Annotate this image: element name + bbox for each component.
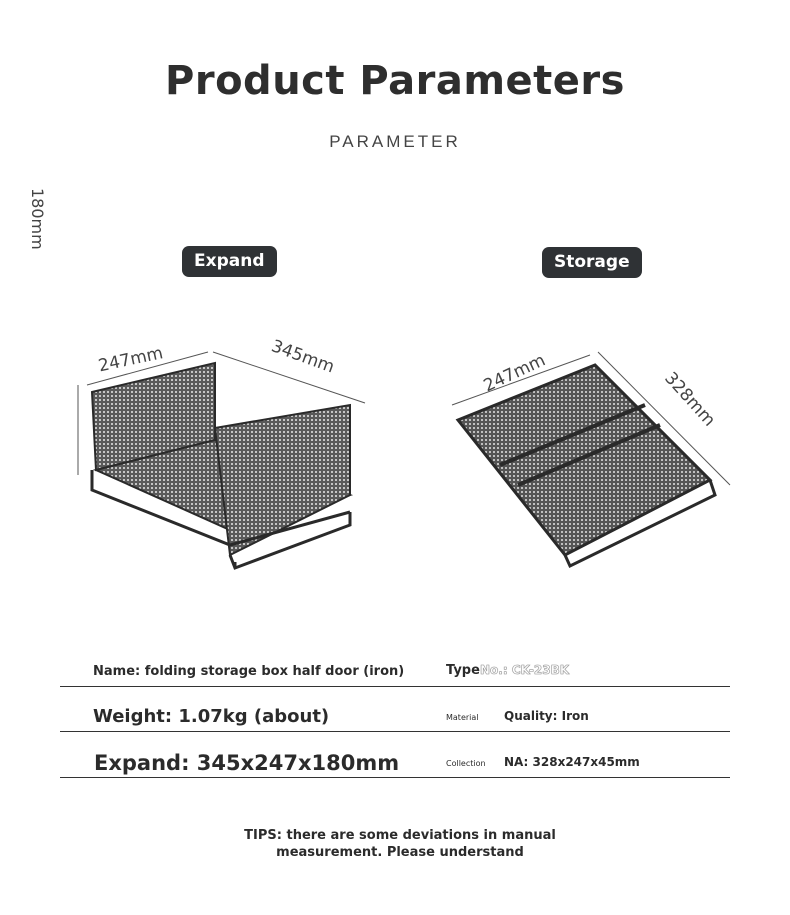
storage-badge: Storage xyxy=(542,247,642,278)
tips-note xyxy=(220,827,580,861)
storage-width-label: 247mm xyxy=(480,350,549,397)
spec-name: Name: folding storage box half door (iron) xyxy=(93,664,405,679)
table-divider xyxy=(60,731,730,732)
storage-box-illustration xyxy=(440,330,740,580)
expand-length-label: 345mm xyxy=(268,336,337,378)
table-divider xyxy=(60,686,730,687)
spec-type-label: Type xyxy=(446,663,480,678)
spec-expand: Expand: 345x247x180mm xyxy=(94,751,400,775)
expand-height-label: 180mm xyxy=(28,188,47,250)
table-divider xyxy=(60,777,730,778)
page-title: Product Parameters xyxy=(165,58,625,104)
expand-badge: Expand xyxy=(182,246,277,277)
tips-line-1: TIPS: there are some deviations in manual xyxy=(244,828,556,843)
tips-line-2: measurement. Please understand xyxy=(276,845,524,860)
page-subtitle: PARAMETER xyxy=(329,132,461,151)
spec-material-label: Material xyxy=(446,713,479,722)
spec-weight: Weight: 1.07kg (about) xyxy=(93,706,330,727)
expand-width-label: 247mm xyxy=(96,343,165,377)
storage-length-label: 328mm xyxy=(660,368,720,431)
spec-material-value: Quality: Iron xyxy=(504,709,589,723)
spec-collection-label: Collection xyxy=(446,759,486,768)
spec-type-value: No.: CK-23BK xyxy=(480,663,570,677)
spec-collection-value: NA: 328x247x45mm xyxy=(504,755,640,769)
